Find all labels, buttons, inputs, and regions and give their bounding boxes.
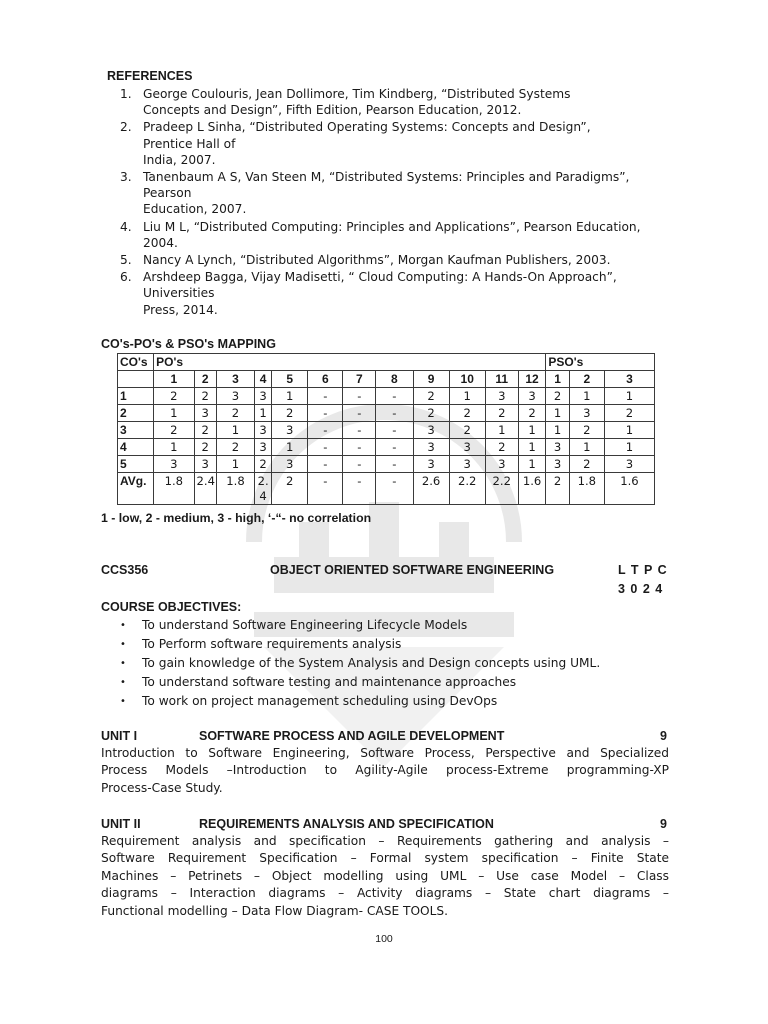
mapping-cell: 2	[413, 405, 449, 422]
mapping-cell: 1	[485, 422, 518, 439]
mapping-cell: -	[343, 388, 376, 405]
mapping-cell: 3	[413, 439, 449, 456]
psos-header: PSO's	[546, 354, 655, 371]
unit-text-line: Software Requirement Specification – Formal system specification – Finite State	[101, 851, 669, 866]
mapping-cell: 2	[194, 439, 216, 456]
mapping-cell: 2.2	[449, 473, 485, 505]
mapping-cell: -	[376, 473, 413, 505]
mapping-cell: 2	[194, 388, 216, 405]
po-column-header: 10	[449, 371, 485, 388]
mapping-cell: -	[376, 388, 413, 405]
table-row	[118, 388, 655, 405]
unit-text-line: Process-Case Study.	[101, 780, 223, 795]
mapping-cell: 2	[216, 439, 254, 456]
co-row-label: 1	[118, 388, 154, 405]
po-column-header: 9	[413, 371, 449, 388]
mapping-cell: 2	[216, 405, 254, 422]
objective-item	[118, 616, 600, 635]
mapping-cell: 2	[546, 388, 569, 405]
mapping-cell: 2	[255, 456, 272, 473]
bullet-icon: •	[120, 696, 126, 707]
mapping-cell: 2	[154, 388, 194, 405]
mapping-cell: -	[343, 422, 376, 439]
reference-text-line: Press, 2014.	[143, 302, 218, 317]
reference-text-line: Education, 2007.	[143, 202, 247, 217]
mapping-cell: -	[343, 473, 376, 505]
table-title-row	[118, 354, 655, 371]
course-code: CCS356	[101, 563, 149, 577]
mapping-cell: 1.6	[518, 473, 546, 505]
objective-text: To gain knowledge of the System Analysis and Design concepts using UML.	[142, 656, 601, 670]
mapping-cell: 3	[449, 456, 485, 473]
mapping-cell: 1.6	[604, 473, 654, 505]
mapping-cell: 2.4	[194, 473, 216, 505]
unit-2-label: UNIT II	[101, 817, 141, 831]
objective-item	[118, 654, 600, 673]
objective-text: To work on project management scheduling using DevOps	[142, 694, 498, 708]
mapping-cell: 1	[272, 439, 308, 456]
mapping-cell: 3	[413, 422, 449, 439]
reference-text-line: Nancy A Lynch, “Distributed Algorithms”, Morgan Kaufman Publishers, 2003.	[143, 253, 611, 268]
table-row	[118, 456, 655, 473]
reference-text-line: India, 2007.	[143, 152, 216, 167]
po-column-header: 8	[376, 371, 413, 388]
mapping-cell: 3	[413, 456, 449, 473]
mapping-cell: 1	[518, 422, 546, 439]
po-column-header: 11	[485, 371, 518, 388]
unit-text-line: Machines – Petrinets – Object modelling using UML – Use case Model – Class	[101, 868, 669, 883]
mapping-cell: 3	[255, 388, 272, 405]
mapping-cell: 2	[449, 422, 485, 439]
po-column-header: 12	[518, 371, 546, 388]
bullet-icon: •	[120, 620, 126, 631]
mapping-cell: 1	[546, 405, 569, 422]
table-row	[118, 405, 655, 422]
ltpc-label: L T P C	[618, 563, 668, 577]
unit-2-hours: 9	[660, 817, 667, 831]
mapping-cell: 3	[604, 456, 654, 473]
unit-2-description	[101, 833, 669, 920]
reference-number: 3.	[120, 170, 132, 185]
co-row-label: AVg.	[118, 473, 154, 505]
mapping-cell: -	[343, 439, 376, 456]
mapping-cell: 2	[485, 405, 518, 422]
po-column-header: 3	[216, 371, 254, 388]
mapping-cell: 3	[569, 405, 604, 422]
mapping-cell: 3	[518, 388, 546, 405]
reference-number: 1.	[120, 87, 132, 101]
unit-1-title: SOFTWARE PROCESS AND AGILE DEVELOPMENT	[199, 729, 505, 743]
mapping-cell: 2.2	[485, 473, 518, 505]
mapping-cell: -	[308, 422, 343, 439]
unit-text-line: Introduction to Software Engineering, Software Process, Perspective and Specialized	[101, 746, 669, 760]
mapping-cell: 3	[154, 456, 194, 473]
bullet-icon: •	[120, 677, 126, 688]
mapping-cell: 1	[569, 388, 604, 405]
unit-text-line: diagrams – Interaction diagrams – Activity diagrams – State chart diagrams –	[101, 886, 669, 901]
reference-text-line: Universities	[143, 286, 215, 301]
mapping-cell: 2	[194, 422, 216, 439]
co-row-label: 3	[118, 422, 154, 439]
table-row	[118, 439, 655, 456]
mapping-cell: 1	[154, 405, 194, 422]
reference-item	[120, 252, 680, 268]
mapping-cell: 3	[449, 439, 485, 456]
mapping-cell: 2	[413, 388, 449, 405]
co-po-pso-mapping-table	[117, 353, 655, 505]
mapping-cell: 1	[154, 439, 194, 456]
co-row-label: 4	[118, 439, 154, 456]
course-title: OBJECT ORIENTED SOFTWARE ENGINEERING	[270, 563, 555, 577]
reference-text-line: Concepts and Design”, Fifth Edition, Pearson Education, 2012.	[143, 103, 522, 118]
unit-1-hours: 9	[660, 729, 667, 743]
ltpc-values: 3 0 2 4	[618, 582, 664, 596]
mapping-cell: 2	[518, 405, 546, 422]
unit-1-label: UNIT I	[101, 729, 138, 743]
mapping-cell: 1	[604, 388, 654, 405]
mapping-cell: 3	[194, 456, 216, 473]
empty-cell	[118, 371, 154, 388]
mapping-cell: -	[343, 456, 376, 473]
cos-header: CO's	[118, 354, 154, 371]
reference-text-line: Pradeep L Sinha, “Distributed Operating Systems: Concepts and Design”,	[143, 120, 591, 135]
po-column-header: 4	[255, 371, 272, 388]
mapping-heading: CO's-PO's & PSO's MAPPING	[101, 337, 276, 351]
mapping-cell: 3	[546, 439, 569, 456]
mapping-cell: 1.8	[569, 473, 604, 505]
objectives-list	[118, 616, 600, 711]
mapping-cell: 2	[272, 473, 308, 505]
reference-item	[120, 269, 680, 318]
pso-column-header: 1	[546, 371, 569, 388]
unit-text-line: Functional modelling – Data Flow Diagram- CASE TOOLS.	[101, 903, 449, 918]
mapping-cell: 3	[272, 422, 308, 439]
reference-item	[120, 219, 680, 251]
reference-text-line: 2004.	[143, 235, 178, 250]
mapping-cell: 3	[255, 439, 272, 456]
mapping-cell: 2	[272, 405, 308, 422]
mapping-cell: 3	[194, 405, 216, 422]
co-row-label: 2	[118, 405, 154, 422]
reference-text-line: Arshdeep Bagga, Vijay Madisetti, “ Cloud Computing: A Hands-On Approach”,	[143, 270, 617, 285]
mapping-cell: -	[308, 456, 343, 473]
reference-text-line: Pearson	[143, 186, 192, 201]
mapping-cell: 1	[518, 439, 546, 456]
mapping-cell: 1.8	[216, 473, 254, 505]
mapping-cell: 2	[604, 405, 654, 422]
mapping-cell: -	[376, 405, 413, 422]
mapping-cell: 3	[485, 456, 518, 473]
mapping-cell: -	[308, 405, 343, 422]
reference-text-line: Prentice Hall of	[143, 136, 236, 151]
mapping-cell: 1	[255, 405, 272, 422]
mapping-cell: 3	[546, 456, 569, 473]
pso-column-header: 3	[604, 371, 654, 388]
unit-text-line: Requirement analysis and specification – Requirements gathering and analysis –	[101, 834, 669, 848]
column-number-row	[118, 371, 655, 388]
reference-item	[120, 119, 680, 168]
objective-item	[118, 673, 600, 692]
co-row-label: 5	[118, 456, 154, 473]
objective-item	[118, 635, 600, 654]
unit-1-description	[101, 745, 669, 797]
mapping-cell: 3	[255, 422, 272, 439]
mapping-cell: 1.8	[154, 473, 194, 505]
reference-number: 4.	[120, 219, 132, 234]
mapping-cell: -	[308, 439, 343, 456]
mapping-cell: 1	[546, 422, 569, 439]
po-column-header: 2	[194, 371, 216, 388]
reference-text-line: Tanenbaum A S, Van Steen M, “Distributed Systems: Principles and Paradigms”,	[143, 170, 630, 185]
mapping-cell: 2	[154, 422, 194, 439]
bullet-icon: •	[120, 639, 126, 650]
references-heading: REFERENCES	[107, 69, 193, 83]
unit-text-line: Process Models –Introduction to Agility-Agile process-Extreme programming-XP	[101, 763, 669, 778]
po-column-header: 1	[154, 371, 194, 388]
mapping-cell: 2	[485, 439, 518, 456]
pos-header: PO's	[154, 354, 546, 371]
mapping-cell: 3	[485, 388, 518, 405]
unit-2-title: REQUIREMENTS ANALYSIS AND SPECIFICATION	[199, 817, 494, 831]
objective-text: To understand Software Engineering Lifecycle Models	[142, 618, 468, 632]
mapping-cell: -	[376, 456, 413, 473]
mapping-cell: 3	[272, 456, 308, 473]
mapping-cell: -	[376, 439, 413, 456]
bullet-icon: •	[120, 658, 126, 669]
mapping-cell: -	[343, 405, 376, 422]
mapping-cell: -	[308, 388, 343, 405]
table-row	[118, 422, 655, 439]
table-row	[118, 473, 655, 505]
mapping-cell: 1	[604, 422, 654, 439]
reference-number: 5.	[120, 253, 132, 268]
references-list	[120, 86, 680, 319]
po-column-header: 6	[308, 371, 343, 388]
mapping-cell: -	[376, 422, 413, 439]
mapping-cell: 2	[569, 456, 604, 473]
mapping-cell: 3	[216, 388, 254, 405]
mapping-cell: 1	[518, 456, 546, 473]
correlation-note: 1 - low, 2 - medium, 3 - high, ‘-“- no correlation	[101, 511, 372, 525]
mapping-cell: 1	[569, 439, 604, 456]
reference-item	[120, 86, 680, 118]
pso-column-header: 2	[569, 371, 604, 388]
reference-number: 2.	[120, 120, 132, 135]
mapping-cell: 2	[449, 405, 485, 422]
mapping-cell: 1	[216, 456, 254, 473]
mapping-cell: 1	[449, 388, 485, 405]
reference-number: 6.	[120, 270, 132, 285]
objective-text: To understand software testing and maintenance approaches	[142, 675, 517, 689]
objective-item	[118, 692, 600, 711]
objective-text: To Perform software requirements analysis	[142, 637, 402, 651]
mapping-cell: 2	[546, 473, 569, 505]
mapping-cell: 1	[216, 422, 254, 439]
mapping-cell: 1	[604, 439, 654, 456]
mapping-cell: 1	[272, 388, 308, 405]
mapping-cell: -	[308, 473, 343, 505]
po-column-header: 7	[343, 371, 376, 388]
reference-text-line: George Coulouris, Jean Dollimore, Tim Kindberg, “Distributed Systems	[143, 87, 571, 101]
page-number: 100	[375, 933, 393, 945]
reference-item	[120, 169, 680, 218]
reference-text-line: Liu M L, “Distributed Computing: Principles and Applications”, Pearson Education,	[143, 219, 641, 234]
po-column-header: 5	[272, 371, 308, 388]
objectives-heading: COURSE OBJECTIVES:	[101, 600, 242, 614]
mapping-cell: 2.6	[413, 473, 449, 505]
mapping-cell: 2. 4	[255, 473, 272, 505]
mapping-cell: 2	[569, 422, 604, 439]
